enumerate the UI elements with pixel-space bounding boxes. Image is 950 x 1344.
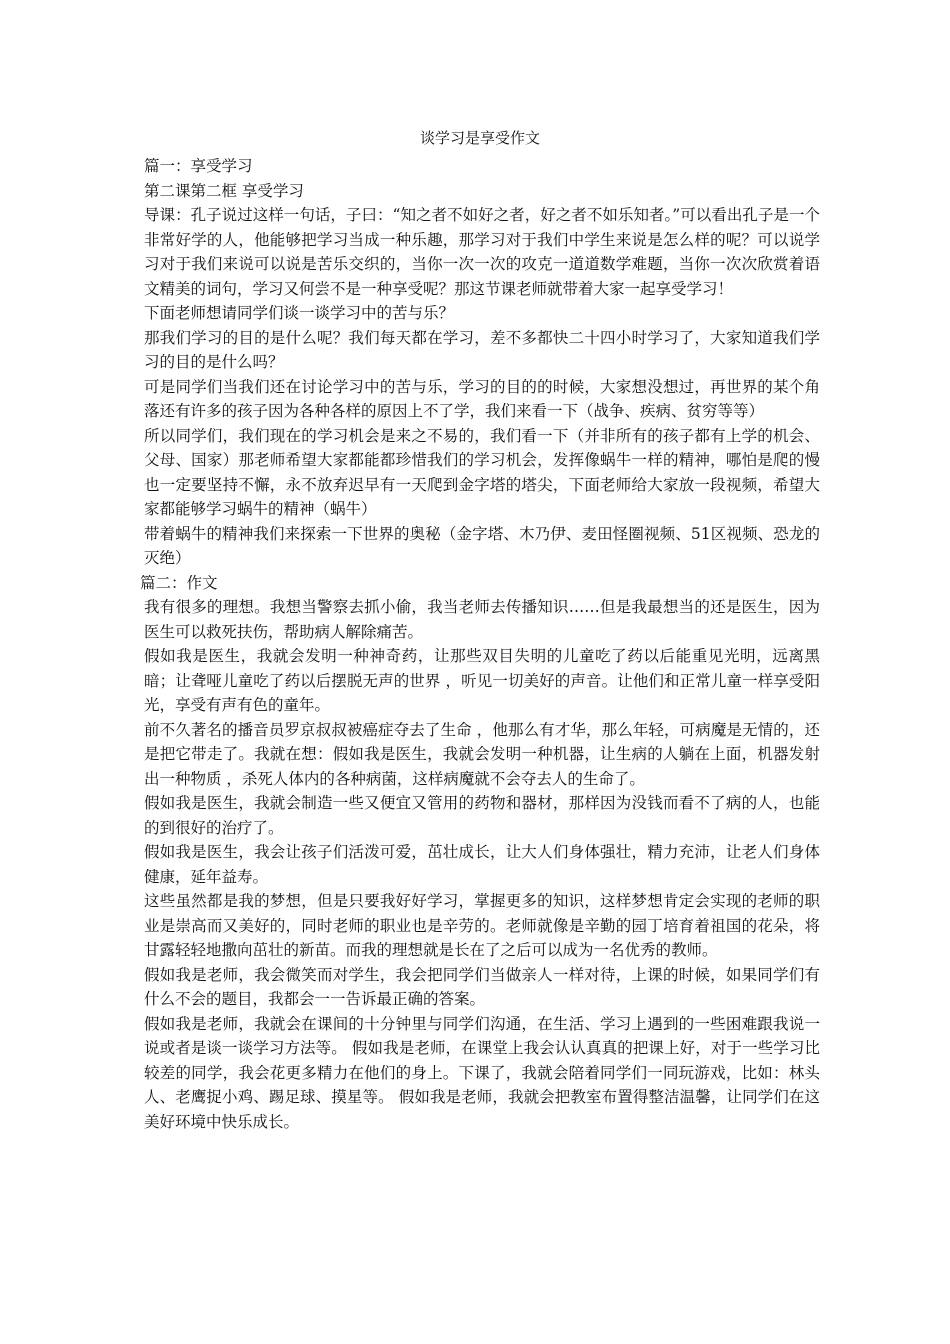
paragraph: 那我们学习的目的是什么呢？我们每天都在学习，差不多都快二十四小时学习了，大家知道我们学习的目的是什么吗？ <box>144 328 820 371</box>
paragraph: 下面老师想请同学们谈一谈学习中的苦与乐？ <box>144 304 455 322</box>
paragraph-intro: 导课：孔子说过这样一句话，子曰：“知之者不如好之者，好之者不如乐知者。”可以看出孔子是一个非常好学的人，他能够把学习当成一种乐趣，那学习对于我们中学生来说是怎么样的呢？可以说学习对于我们来说可以说是苦乐交织的，当你一次一次的攻克一道道数学难题，当你一次次欣赏着语文精美的词句，学习又何尝不是一种享受呢？那这节课老师就带着大家一起享受学习！ <box>144 206 820 298</box>
paragraph: 假如我是老师，我就会在课间的十分钟里与同学们沟通，在生活、学习上遇到的一些困难跟我说一说或者是谈一谈学习方法等。 假如我是老师，在课堂上我会认认真真的把课上好，对于一些学习比较差的同学，我会花更多精力在他们的身上。下课了，我就会陪着同学们一同玩游戏，比如：林头人、老鹰捉小鸡、踢足球、摸星等。 假如我是老师，我就会把教室布置得整洁温馨，让同学们在这美好环境中快乐成长。 <box>144 1014 820 1131</box>
paragraph: 假如我是医生，我会让孩子们活泼可爱，茁壮成长，让大人们身体强壮，精力充沛，让老人们身体健康，延年益寿。 <box>144 843 820 886</box>
paragraph: 假如我是医生，我就会发明一种神奇药，让那些双目失明的儿童吃了药以后能重见光明，远离黑暗；让聋哑儿童吃了药以后摆脱无声的世界 ，听见一切美好的声音。让他们和正常儿童一样享受阳光，享受有声有色的童年。 <box>144 647 820 714</box>
paragraph: 前不久著名的播音员罗京叔叔被癌症夺去了生命 ，他那么有才华，那么年轻，可病魔是无情的，还是把它带走了。我就在想：假如我是医生，我就会发明一种机器，让生病的人躺在上面，机器发射出一种物质 ，杀死人体内的各种病菌，这样病魔就不会夺去人的生命了。 <box>144 720 820 788</box>
paragraph: 这些虽然都是我的梦想，但是只要我好好学习，掌握更多的知识，这样梦想肯定会实现的老师的职业是崇高而又美好的，同时老师的职业也是辛劳的。老师就像是辛勤的园丁培育着祖国的花朵，将甘露轻轻地撒向茁壮的新苗。而我的理想就是长在了之后可以成为一名优秀的教师。 <box>144 892 820 959</box>
paragraph: 可是同学们当我们还在讨论学习中的苦与乐，学习的目的的时候，大家想没想过，再世界的某个角落还有许多的孩子因为各种各样的原因上不了学，我们来看一下（战争、疾病、贫穷等等） <box>144 377 820 420</box>
paragraph: 所以同学们，我们现在的学习机会是来之不易的，我们看一下（并非所有的孩子都有上学的机会、父母、国家）那老师希望大家都能都珍惜我们的学习机会，发挥像蜗牛一样的精神，哪怕是爬的慢也一定要坚持不懈，永不放弃迟早有一天爬到金字塔的塔尖，下面老师给大家放一段视频，希望大家都能够学习蜗牛的精神（蜗牛） <box>144 426 820 518</box>
lesson-heading: 第二课第二框 享受学习 <box>144 181 304 200</box>
section-heading-1: 篇一：享受学习 <box>144 157 253 175</box>
paragraph: 我有很多的理想。我想当警察去抓小偷，我当老师去传播知识……但是我最想当的还是医生，因为医生可以救死扶伤，帮助病人解除痛苦。 <box>144 598 820 641</box>
paragraph: 假如我是老师，我会微笑而对学生，我会把同学们当做亲人一样对待，上课的时候，如果同学们有什么不会的题目，我都会一一告诉最正确的答案。 <box>144 965 820 1008</box>
section-heading-2: 篇二：作文 <box>140 573 218 592</box>
paragraph: 假如我是医生，我就会制造一些又便宜又管用的药物和器材，那样因为没钱而看不了病的人，也能的到很好的治疗了。 <box>144 794 820 837</box>
document-title: 谈学习是享受作文 <box>419 129 540 147</box>
paragraph: 带着蜗牛的精神我们来探索一下世界的奥秘（金字塔、木乃伊、麦田怪圈视频、51区视频、恐龙的灭绝） <box>144 524 820 567</box>
document-page <box>140 128 820 1134</box>
